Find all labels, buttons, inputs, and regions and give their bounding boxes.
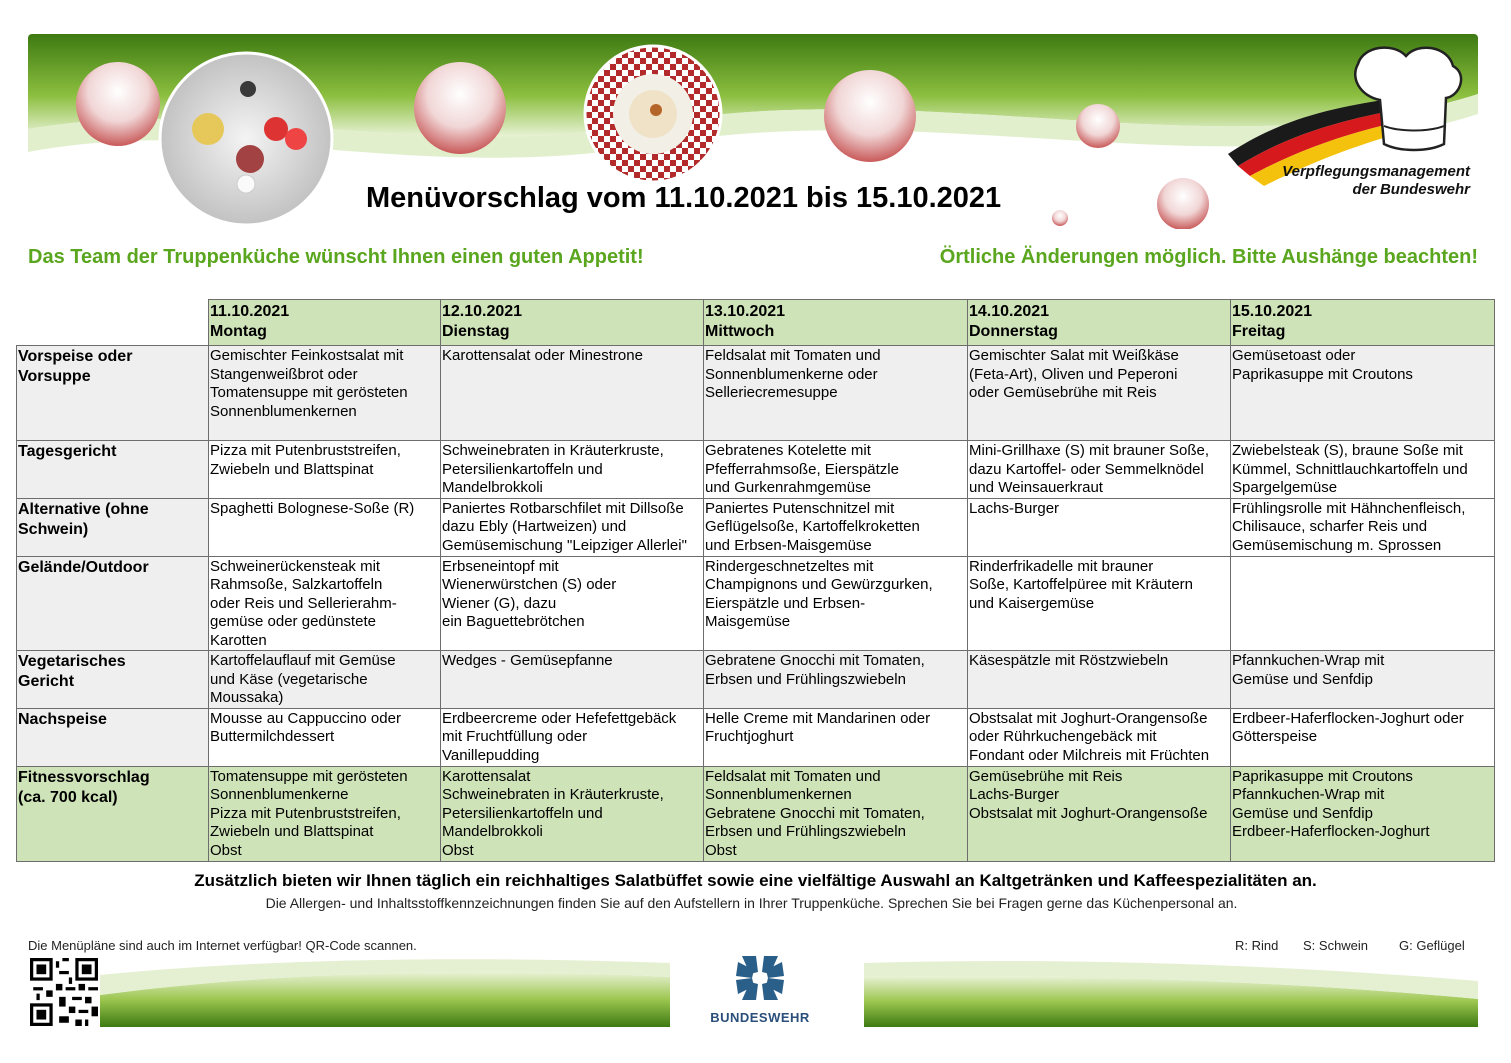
menu-cell-line: Pfannkuchen-Wrap mit <box>1232 652 1385 669</box>
menu-cell-line: Tomatensuppe mit gerösteten <box>210 384 408 401</box>
qr-code-icon[interactable] <box>30 958 98 1026</box>
menu-cell-line: Fondant oder Milchreis mit Früchten <box>969 746 1210 764</box>
menu-cell-line: (Feta-Art), Oliven und Peperoni <box>969 365 1178 383</box>
menu-cell-line: Erdbeer-Haferflocken-Joghurt <box>1232 823 1430 840</box>
menu-cell <box>704 556 968 651</box>
menu-cell-line: Zwiebelsteak (S), braune Soße mit <box>1232 442 1463 459</box>
row-alternative <box>17 498 1495 556</box>
brand-line-2: der Bundeswehr <box>1352 181 1470 198</box>
menu-cell-line: und Gurkenrahmgemüse <box>705 479 871 496</box>
menu-cell <box>1231 556 1495 651</box>
menu-cell-line: gemüse oder gedünstete <box>210 613 376 630</box>
menu-cell-line: Moussaka) <box>210 689 284 706</box>
menu-cell-line: Schweinebraten in Kräuterkruste, <box>442 786 664 803</box>
menu-cell-line: und Weinsauerkraut <box>969 479 1103 496</box>
menu-cell-line: und Kaisergemüse <box>969 594 1095 612</box>
menu-cell-line: Obst <box>705 841 737 859</box>
menu-cell-line: Sonnenblumenkerne <box>210 786 349 803</box>
legend-schwein: S: Schwein <box>1303 938 1369 953</box>
menu-cell-line: Lachs-Burger <box>969 499 1060 517</box>
category-line: Vorspeise oder <box>18 348 133 365</box>
legend-gefluegel: G: Geflügel <box>1399 938 1465 953</box>
menu-cell <box>209 498 441 556</box>
menu-table <box>16 299 1495 862</box>
day-header-wednesday: 13.10.2021 Mittwoch <box>704 300 968 346</box>
brand-name <box>1255 163 1470 199</box>
menu-cell-line: Zwiebeln und Blattspinat <box>210 823 374 840</box>
category-line: Schwein) <box>18 520 89 538</box>
menu-cell <box>704 766 968 861</box>
category-line: Gelände/Outdoor <box>18 558 149 576</box>
menu-cell-line: Paprikasuppe mit Croutons <box>1232 365 1413 383</box>
menu-cell-line: Gemüsebrühe mit Reis <box>969 767 1123 785</box>
row-vorspeise <box>17 346 1495 441</box>
category-label <box>17 441 209 499</box>
category-label <box>17 651 209 709</box>
day-header-row <box>17 300 1495 346</box>
menu-cell-line: dazu Ebly (Hartweizen) und <box>442 518 627 535</box>
menu-cell-line: Gemüse und Senfdip <box>1232 670 1373 688</box>
menu-cell <box>1231 346 1495 441</box>
footer-banner-right <box>864 955 1478 1027</box>
menu-cell <box>704 441 968 499</box>
menu-cell-line: Sonnenblumenkernen <box>705 786 852 803</box>
menu-cell-line: Selleriecremesuppe <box>705 384 838 401</box>
menu-cell-line: Paniertes Putenschnitzel mit <box>705 499 895 517</box>
menu-cell <box>1231 498 1495 556</box>
menu-cell <box>1231 441 1495 499</box>
subtitle-greeting: Das Team der Truppenküche wünscht Ihnen einen guten Appetit! <box>28 246 644 268</box>
menu-cell-line: Erbseneintopf mit <box>442 557 559 575</box>
menu-cell-line: ein Baguettebrötchen <box>442 613 585 630</box>
category-label <box>17 766 209 861</box>
menu-cell <box>441 556 704 651</box>
menu-cell <box>441 441 704 499</box>
category-line: (ca. 700 kcal) <box>18 788 118 806</box>
menu-cell-line: Frühlingsrolle mit Hähnchenfleisch, <box>1232 499 1466 517</box>
menu-cell-line: Schweinerückensteak mit <box>210 557 381 575</box>
menu-cell-line: Petersilienkartoffeln und <box>442 804 603 822</box>
menu-cell-line: Tomatensuppe mit gerösteten <box>210 767 408 785</box>
menu-cell-line: Mini-Grillhaxe (S) mit brauner Soße, <box>969 442 1210 459</box>
brand-line-1: Verpflegungsmanagement <box>1282 163 1470 180</box>
row-fitness <box>17 766 1495 861</box>
day-header-friday: 15.10.2021 Freitag <box>1231 300 1495 346</box>
menu-cell <box>968 441 1231 499</box>
menu-cell-line: Obst <box>210 841 242 859</box>
menu-cell-line: Götterspeise <box>1232 728 1318 745</box>
menu-cell-line: mit Fruchtfüllung oder <box>442 728 588 745</box>
menu-cell-line: Mandelbrokkoli <box>442 823 543 840</box>
menu-cell-line: Pizza mit Putenbruststreifen, <box>210 804 401 822</box>
menu-cell-line: Maisgemüse <box>705 613 791 630</box>
row-vegetarisch <box>17 651 1495 709</box>
menu-cell <box>968 498 1231 556</box>
menu-cell-line: Gebratenes Kotelette mit <box>705 442 871 459</box>
category-line: Alternative (ohne <box>18 500 149 518</box>
menu-cell-line: Spargelgemüse <box>1232 479 1338 496</box>
menu-cell-line: Helle Creme mit Mandarinen oder <box>705 709 931 727</box>
menu-cell <box>1231 766 1495 861</box>
menu-cell-line: Erbsen und Frühlingszwiebeln <box>705 670 906 688</box>
bundeswehr-logo <box>700 950 820 1030</box>
menu-cell-line: und Käse (vegetarische <box>210 670 368 688</box>
menu-cell <box>968 346 1231 441</box>
menu-cell-line: Zwiebeln und Blattspinat <box>210 460 374 478</box>
menu-cell-line: Pfannkuchen-Wrap mit <box>1232 786 1385 803</box>
category-label <box>17 346 209 441</box>
menu-cell-line: Erbsen und Frühlingszwiebeln <box>705 823 906 840</box>
category-line: Gericht <box>18 673 75 690</box>
menu-cell-line: Karottensalat <box>442 767 531 785</box>
menu-cell-line: Karotten <box>210 631 267 649</box>
menu-cell <box>441 651 704 709</box>
menu-cell-line: Rindergeschnetzeltes mit <box>705 557 874 575</box>
menu-cell-line: Feldsalat mit Tomaten und <box>705 767 881 785</box>
menu-cell-line: Obstsalat mit Joghurt-Orangensoße <box>969 709 1208 727</box>
menu-cell <box>209 441 441 499</box>
menu-cell-line: Gemüsemischung "Leipziger Allerlei" <box>442 536 687 554</box>
table-corner <box>17 300 209 346</box>
menu-cell-line: Kümmel, Schnittlauchkartoffeln und <box>1232 460 1468 478</box>
menu-cell <box>441 498 704 556</box>
menu-cell-line: Pizza mit Putenbruststreifen, <box>210 442 401 459</box>
menu-cell-line: Gemischter Salat mit Weißkäse <box>969 347 1179 364</box>
menu-cell-line: Vanillepudding <box>442 746 540 764</box>
menu-cell-line: Gemüsetoast oder <box>1232 347 1356 364</box>
category-line: Vorsuppe <box>18 368 91 385</box>
category-line: Vegetarisches <box>18 653 126 670</box>
menu-cell-line: Gemüsemischung m. Sprossen <box>1232 536 1442 554</box>
menu-cell-line: Mandelbrokkoli <box>442 479 543 496</box>
menu-cell-line: Pfefferrahmsoße, Eierspätzle <box>705 460 899 478</box>
menu-cell <box>704 651 968 709</box>
page-title: Menüvorschlag vom 11.10.2021 bis 15.10.2021 <box>366 182 1002 214</box>
menu-cell-line: Erdbeer-Haferflocken-Joghurt oder <box>1232 709 1464 727</box>
menu-cell <box>704 498 968 556</box>
menu-cell-line: Sonnenblumenkerne oder <box>705 365 878 383</box>
menu-cell-line: Sonnenblumenkernen <box>210 402 357 420</box>
menu-cell-line: dazu Kartoffel- oder Semmelknödel <box>969 460 1204 478</box>
menu-cell <box>441 346 704 441</box>
menu-cell <box>1231 708 1495 766</box>
menu-cell-line: Wiener (G), dazu <box>442 594 557 612</box>
menu-cell-line: Gemischter Feinkostsalat mit <box>210 347 404 364</box>
online-note: Die Menüpläne sind auch im Internet verfügbar! QR-Code scannen. <box>28 938 417 953</box>
menu-cell-line: Fruchtjoghurt <box>705 728 794 745</box>
menu-cell-line: Gemüse und Senfdip <box>1232 804 1373 822</box>
category-label <box>17 708 209 766</box>
row-gelaende <box>17 556 1495 651</box>
day-header-thursday: 14.10.2021 Donnerstag <box>968 300 1231 346</box>
subtitle-notice: Örtliche Änderungen möglich. Bitte Aushänge beachten! <box>939 246 1478 268</box>
day-header-tuesday: 12.10.2021 Dienstag <box>441 300 704 346</box>
menu-cell-line: Obst <box>442 841 474 859</box>
menu-cell-line: Paprikasuppe mit Croutons <box>1232 767 1413 785</box>
menu-cell <box>209 708 441 766</box>
row-nachspeise <box>17 708 1495 766</box>
menu-cell-line: Feldsalat mit Tomaten und <box>705 347 881 364</box>
menu-cell <box>209 651 441 709</box>
menu-cell-line: Buttermilchdessert <box>210 728 335 745</box>
menu-cell-line: Wedges - Gemüsepfanne <box>442 652 613 669</box>
menu-cell <box>968 766 1231 861</box>
menu-cell-line: oder Gemüsebrühe mit Reis <box>969 384 1157 401</box>
legend-rind: R: Rind <box>1235 938 1279 953</box>
menu-cell-line: Käsespätzle mit Röstzwiebeln <box>969 652 1169 669</box>
salad-buffet-note: Zusätzlich bieten wir Ihnen täglich ein reichhaltiges Salatbüffet sowie eine vielfältige Auswahl an Kaltgetränken und Kaffeespezialitäten an. <box>194 871 1317 890</box>
day-header-monday: 11.10.2021 Montag <box>209 300 441 346</box>
iron-cross-icon <box>700 950 820 1008</box>
menu-cell-line: Erdbeercreme oder Hefefettgebäck <box>442 709 677 727</box>
menu-cell-line: Rahmsoße, Salzkartoffeln <box>210 576 383 593</box>
bundeswehr-logo-text: BUNDESWEHR <box>710 1010 810 1025</box>
menu-cell-line: Gebratene Gnocchi mit Tomaten, <box>705 804 925 822</box>
menu-cell <box>704 708 968 766</box>
category-label <box>17 556 209 651</box>
menu-cell-line: Chilisauce, scharfer Reis und <box>1232 518 1428 535</box>
menu-cell <box>441 766 704 861</box>
menu-cell-line: und Erbsen-Maisgemüse <box>705 536 872 554</box>
menu-cell-line: Petersilienkartoffeln und <box>442 460 603 478</box>
menu-cell <box>209 346 441 441</box>
menu-cell <box>209 766 441 861</box>
menu-cell-line: oder Reis und Sellerierahm- <box>210 594 397 612</box>
menu-cell-line: Stangenweißbrot oder <box>210 365 358 383</box>
menu-cell <box>704 346 968 441</box>
category-label <box>17 498 209 556</box>
menu-cell <box>968 708 1231 766</box>
menu-cell <box>1231 651 1495 709</box>
category-line: Fitnessvorschlag <box>18 768 150 786</box>
menu-cell-line: oder Rührkuchengebäck mit <box>969 728 1157 745</box>
menu-cell-line: Soße, Kartoffelpüree mit Kräutern <box>969 576 1194 593</box>
menu-cell-line: Obstsalat mit Joghurt-Orangensoße <box>969 804 1208 822</box>
menu-cell-line: Spaghetti Bolognese-Soße (R) <box>210 499 415 517</box>
menu-cell-line: Lachs-Burger <box>969 786 1060 803</box>
menu-cell-line: Eierspätzle und Erbsen- <box>705 594 866 612</box>
menu-cell-line: Gebratene Gnocchi mit Tomaten, <box>705 652 925 669</box>
menu-cell-line: Geflügelsoße, Kartoffelkroketten <box>705 518 920 535</box>
menu-cell-line: Kartoffelauflauf mit Gemüse <box>210 652 396 669</box>
menu-cell <box>968 651 1231 709</box>
category-line: Tagesgericht <box>18 443 117 460</box>
menu-cell-line: Champignons und Gewürzgurken, <box>705 576 933 593</box>
allergen-note: Die Allergen- und Inhaltsstoffkennzeichnungen finden Sie auf den Aufstellern in Ihrer Truppenküche. Sprechen Sie bei Fragen gerne das Küchenpersonal an. <box>265 895 1238 911</box>
menu-cell-line: Karottensalat oder Minestrone <box>442 347 643 364</box>
menu-cell-line: Mousse au Cappuccino oder <box>210 709 401 727</box>
menu-cell-line: Rinderfrikadelle mit brauner <box>969 557 1154 575</box>
menu-cell-line: Wienerwürstchen (S) oder <box>442 576 617 593</box>
category-line: Nachspeise <box>18 710 107 728</box>
row-tagesgericht <box>17 441 1495 499</box>
menu-cell-line: Paniertes Rotbarschfilet mit Dillsoße <box>442 499 684 517</box>
menu-cell <box>968 556 1231 651</box>
footer-banner-left <box>100 955 670 1027</box>
menu-cell-line: Schweinebraten in Kräuterkruste, <box>442 442 664 459</box>
menu-cell <box>441 708 704 766</box>
menu-cell <box>209 556 441 651</box>
